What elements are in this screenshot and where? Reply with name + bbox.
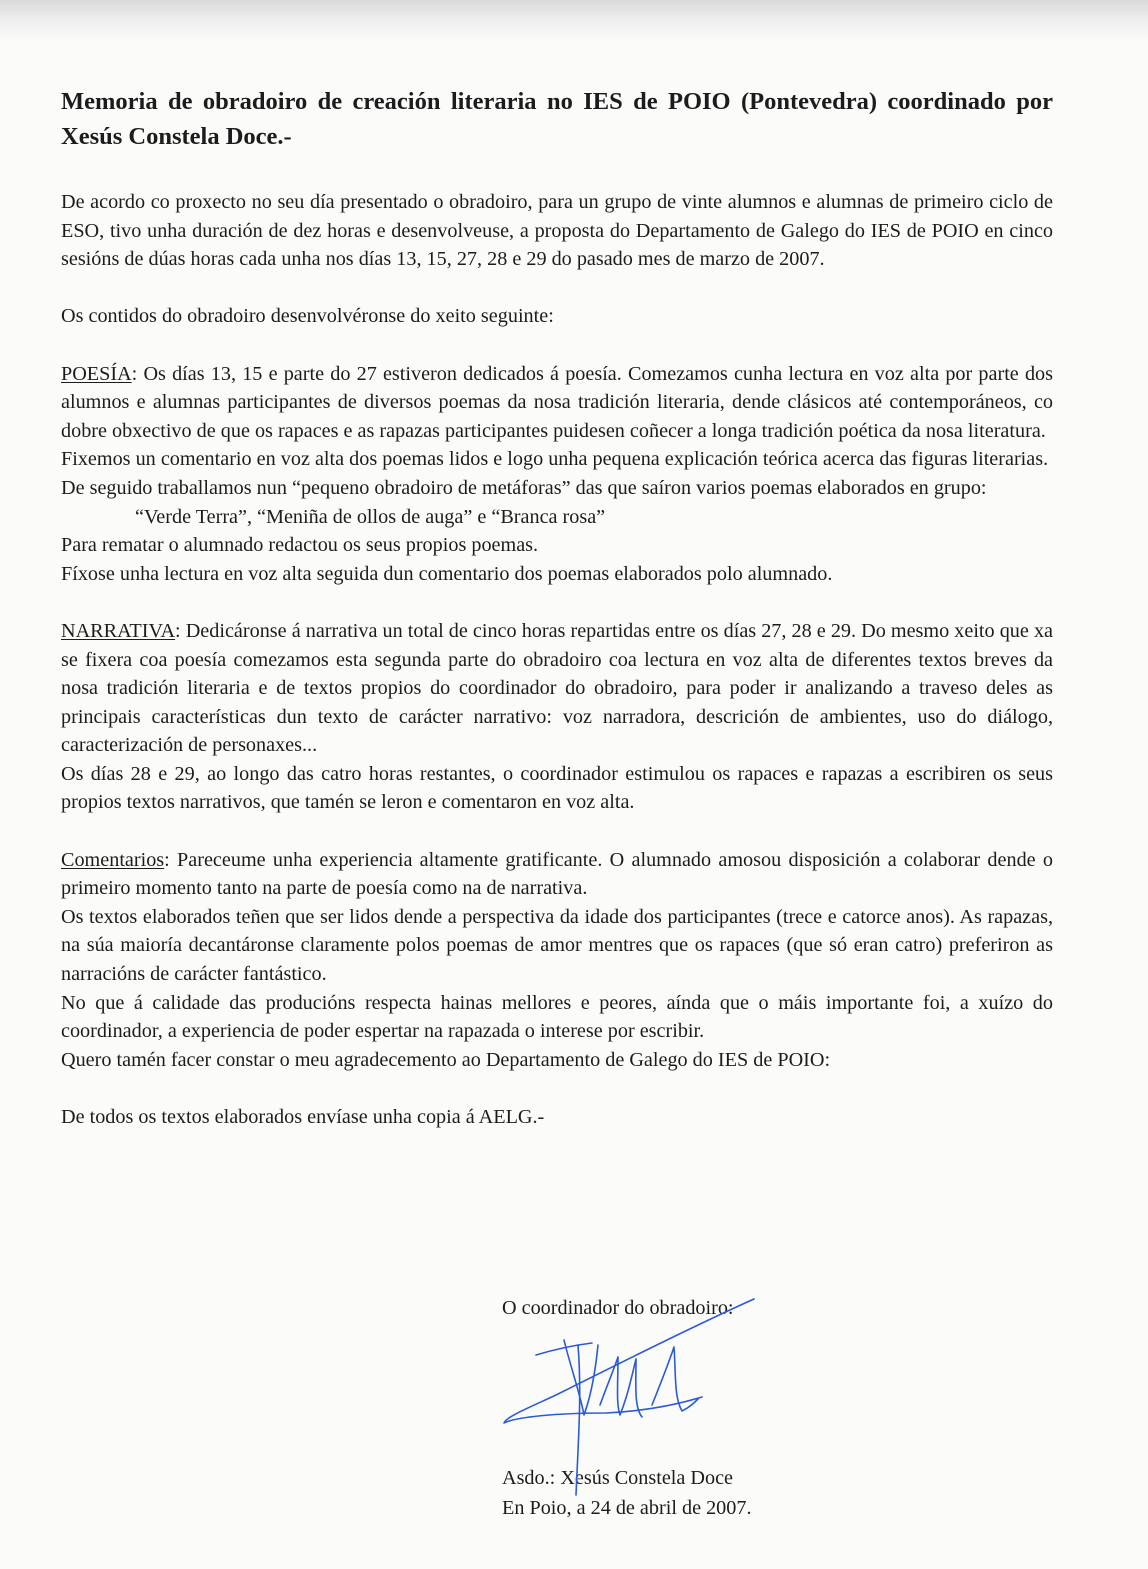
narrativa-text-1: : Dedicáronse á narrativa un total de cinco horas repartidas entre os días 27, 28 e 29. Do mesmo xeito que xa se fixera coa poesía comezamos esta segunda parte do obradoiro coa lectura en voz alta de diferentes textos breves da nosa tradición literaria e de textos propios do coordinador do obradoiro, para poder ir analizando a traveso deles as principais características dun texto de carácter narrativo: voz narradora, descrición de ambientes, uso do diálogo, caracterización de personaxes...	[61, 619, 1053, 757]
poesia-paragraph-5: Fíxose unha lectura en voz alta seguida dun comentario dos poemas elaborados polo alumnado.	[61, 562, 833, 585]
closing-line: De todos os textos elaborados envíase unha copia á AELG.-	[61, 1106, 545, 1128]
signature-stroke	[652, 1347, 698, 1411]
document-title: Memoria de obradoiro de creación literaria no IES de POIO (Pontevedra) coordinado por Xesús Constela Doce.-	[61, 88, 1053, 150]
scan-shadow	[0, 0, 1148, 40]
narrativa-paragraph-1	[61, 617, 1053, 760]
poesia-text-1: : Os días 13, 15 e parte do 27 estiveron dedicados á poesía. Comezamos cunha lectura en voz alta por parte dos alumnos e alumnas participantes de diversos poemas da nosa tradición literaria, dende clásicos até contemporáneos, co dobre obxectivo de que os rapaces e as rapazas participantes puidesen coñecer a longa tradición poética da nosa literatura.	[61, 362, 1053, 442]
section-narrativa	[61, 617, 1053, 817]
narrativa-heading: NARRATIVA	[61, 619, 176, 642]
signature-title: O coordinador do obradoiro:	[502, 1297, 734, 1319]
signature-stroke	[576, 1345, 580, 1495]
poesia-paragraph-3: De seguido traballamos nun “pequeno obradoiro de metáforas” das que saíron varios poemas elaborados en grupo:	[61, 476, 987, 499]
section-poesia	[61, 360, 1053, 589]
handwritten-signature	[496, 1285, 796, 1500]
comentarios-text-1: : Pareceume unha experiencia altamente gratificante. O alumnado amosou disposición a colaborar dende o primeiro momento tanto na parte de poesía como na de narrativa.	[61, 848, 1053, 900]
signature-stroke	[504, 1299, 754, 1423]
signature-stroke	[600, 1357, 642, 1417]
signature-stroke	[536, 1343, 592, 1355]
signature-place-date: En Poio, a 24 de abril de 2007.	[502, 1497, 752, 1519]
signature-strokes	[504, 1299, 754, 1495]
comentarios-paragraph-3: No que á calidade das producións respecta hainas mellores e peores, aínda que o máis importante foi, a xuízo do coordinador, a experiencia de poder espertar na rapazada o interese por escribir.	[61, 991, 1053, 1043]
poesia-poem-titles: “Verde Terra”, “Meniña de ollos de auga” e “Branca rosa”	[135, 505, 606, 528]
comentarios-heading: Comentarios	[61, 848, 165, 871]
intro-paragraph: De acordo co proxecto no seu día presentado o obradoiro, para un grupo de vinte alumnos e alumnas de primeiro ciclo de ESO, tivo unha duración de dez horas e desenvolveuse, a proposta do Departamento de Galego do IES de POIO en cinco sesións de dúas horas cada unha nos días 13, 15, 27, 28 e 29 do pasado mes de marzo de 2007.	[61, 191, 1053, 271]
section-comentarios	[61, 846, 1053, 1075]
poesia-paragraph-1	[61, 360, 1053, 446]
narrativa-paragraph-2: Os días 28 e 29, ao longo das catro horas restantes, o coordinador estimulou os rapaces e rapazas a escribiren os seus propios textos narrativos, que tamén se leron e comentaron en voz alta.	[61, 762, 1053, 814]
comentarios-paragraph-1	[61, 846, 1053, 903]
poesia-paragraph-2: Fixemos un comentario en voz alta dos poemas lidos e logo unha pequena explicación teórica acerca das figuras literarias.	[61, 448, 1049, 471]
signature-name: Asdo.: Xesús Constela Doce	[502, 1467, 734, 1489]
contents-lead: Os contidos do obradoiro desenvolvéronse do xeito seguinte:	[61, 305, 554, 328]
signature-stroke	[564, 1340, 598, 1415]
document-body	[61, 84, 1053, 1132]
poesia-heading: POESÍA	[61, 362, 132, 385]
comentarios-paragraph-4: Quero tamén facer constar o meu agradecemento ao Departamento de Galego do IES de POIO:	[61, 1048, 831, 1071]
comentarios-paragraph-2: Os textos elaborados teñen que ser lidos dende a perspectiva da idade dos participantes (trece e catorce anos). As rapazas, na súa maioría decantáronse claramente polos poemas de amor mentres que os rapaces (que só eran catro) preferiron as narracións de carácter fantástico.	[61, 905, 1053, 986]
poesia-paragraph-4: Para rematar o alumnado redactou os seus propios poemas.	[61, 534, 539, 557]
